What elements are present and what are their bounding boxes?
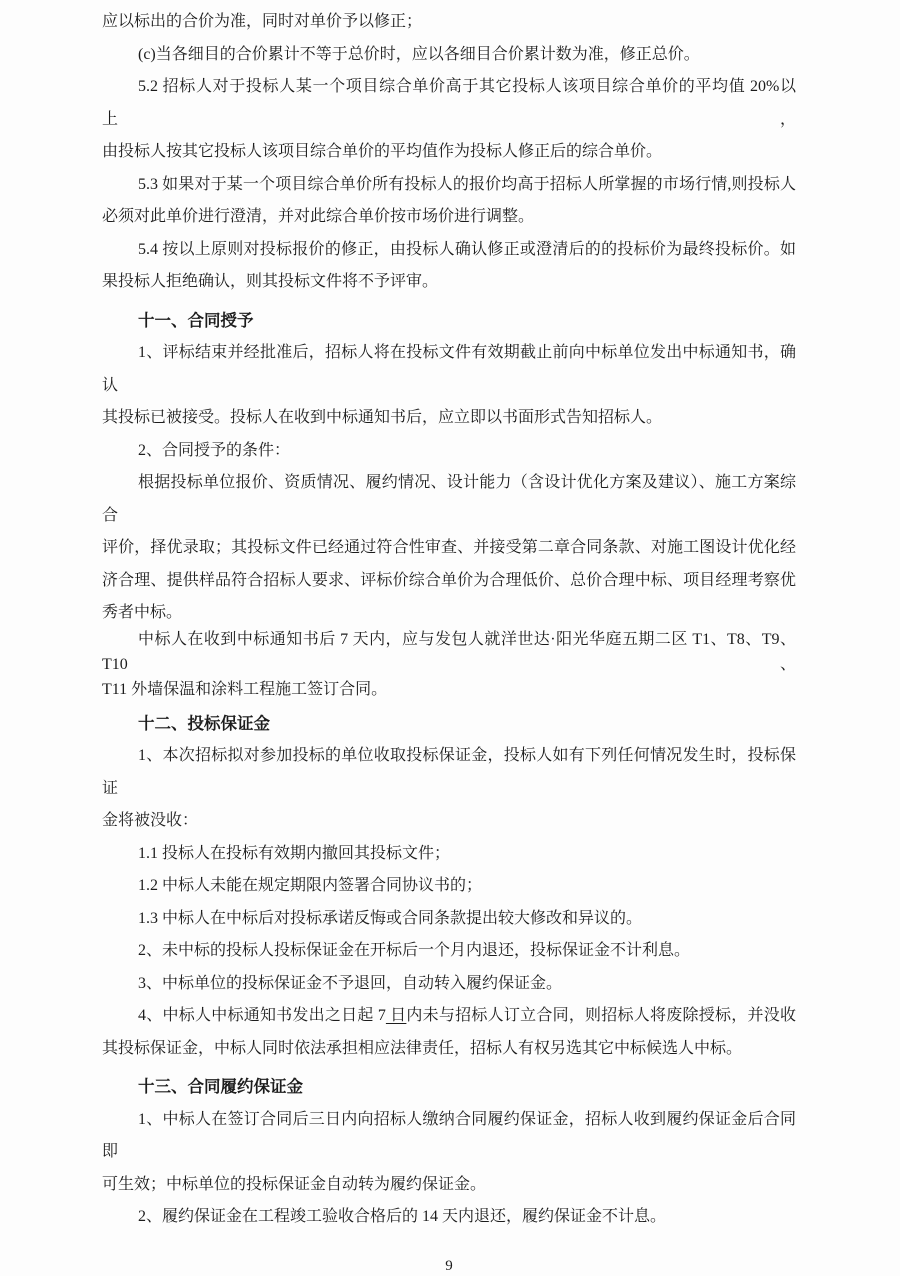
text-line: 评价，择优录取；其投标文件已经通过符合性审查、并接受第二章合同条款、对施工图设计优化经 [102, 539, 796, 556]
document-body [102, 6, 796, 1234]
text-line: 十二、投标保证金 [138, 714, 270, 733]
text-line: 其投标保证金，中标人同时依法承担相应法律责任，招标人有权另选其它中标候选人中标。 [102, 1039, 743, 1057]
text-line: 5.2 招标人对于投标人某一个项目综合单价高于其它投标人该项目综合单价的平均值 20%以上， [102, 78, 796, 128]
text-line: 2、合同授予的条件： [138, 441, 291, 459]
text-line: 1.3 中标人在中标后对投标承诺反悔或合同条款提出较大修改和异议的。 [138, 909, 643, 927]
paragraph [102, 435, 796, 468]
text-line: 1.2 中标人未能在规定期限内签署合同协议书的； [138, 877, 483, 894]
text-line: 十三、合同履约保证金 [138, 1078, 303, 1096]
text-line: T11 外墙保温和涂料工程施工签订合同。 [102, 680, 388, 698]
section-heading [102, 305, 796, 338]
text-line: 果投标人拒绝确认，则其投标文件将不予评审。 [102, 273, 439, 290]
section-heading [102, 1071, 796, 1104]
paragraph [102, 71, 796, 169]
paragraph [102, 838, 796, 871]
paragraph [102, 627, 796, 702]
text-line: (c)当各细目的合价累计不等于总价时，应以各细目合价累计数为准，修正总价。 [138, 45, 700, 63]
text-line: 根据投标单位报价、资质情况、履约情况、设计能力（含设计优化方案及建议）、施工方案综合 [102, 474, 796, 524]
text-line: 济合理、提供样品符合招标人要求、评标价综合单价为合理低价、总价合理中标、项目经理考察优 [102, 571, 796, 589]
text-line: 应以标出的合价为准，同时对单价予以修正； [102, 13, 423, 30]
paragraph [102, 6, 796, 39]
text-line: 5.4 按以上原则对投标报价的修正，由投标人确认修正或澄清后的的投标价为最终投标价。如 [138, 240, 796, 258]
text-line: 1.1 投标人在投标有效期内撤回其投标文件； [138, 844, 451, 862]
text-line: 1、中标人在签订合同后三日内向招标人缴纳合同履约保证金，招标人收到履约保证金后合同即 [102, 1110, 796, 1160]
text-line: 5.3 如果对于某一个项目综合单价所有投标人的报价均高于招标人所掌握的市场行情,则投标人 [138, 175, 796, 193]
paragraph [102, 935, 796, 968]
text-line: 3、中标单位的投标保证金不予退回，自动转入履约保证金。 [138, 974, 563, 992]
paragraph [102, 740, 796, 838]
text-line: 4、中标人中标通知书发出之日起 7 日内未与招标人订立合同，则招标人将废除授标，并没收 [138, 1007, 796, 1024]
underlined-text: 日 [385, 1007, 407, 1024]
text-line: 秀者中标。 [102, 604, 183, 621]
paragraph [102, 39, 796, 72]
text-line: 十一、合同授予 [138, 311, 254, 330]
text-line: 1、评标结束并经批准后，招标人将在投标文件有效期截止前向中标单位发出中标通知书，确认 [102, 344, 796, 394]
section-heading [102, 708, 796, 741]
paragraph [102, 870, 796, 903]
paragraph [102, 1201, 796, 1234]
paragraph [102, 169, 796, 234]
paragraph [102, 1000, 796, 1065]
paragraph [102, 1104, 796, 1202]
paragraph [102, 337, 796, 435]
paragraph [102, 234, 796, 299]
paragraph [102, 903, 796, 936]
text-line: 其投标已被接受。投标人在收到中标通知书后，应立即以书面形式告知招标人。 [102, 409, 663, 426]
text-line: 由投标人按其它投标人该项目综合单价的平均值作为投标人修正后的综合单价。 [102, 143, 663, 160]
text-line: 金将被没收： [102, 812, 199, 829]
paragraph [102, 467, 796, 630]
text-line: 可生效；中标单位的投标保证金自动转为履约保证金。 [102, 1175, 487, 1193]
text-line: 必须对此单价进行澄清，并对此综合单价按市场价进行调整。 [102, 208, 535, 225]
text-line: 中标人在收到中标通知书后 7 天内，应与发包人就洋世达·阳光华庭五期二区 T1、T8、T9、T10、 [102, 630, 796, 673]
paragraph [102, 968, 796, 1001]
text-line: 1、本次招标拟对参加投标的单位收取投标保证金，投标人如有下列任何情况发生时，投标保证 [102, 747, 796, 797]
text-line: 2、履约保证金在工程竣工验收合格后的 14 天内退还，履约保证金不计息。 [138, 1208, 667, 1225]
page-number: 9 [445, 1257, 453, 1274]
text-line: 2、未中标的投标人投标保证金在开标后一个月内退还，投标保证金不计利息。 [138, 942, 691, 959]
